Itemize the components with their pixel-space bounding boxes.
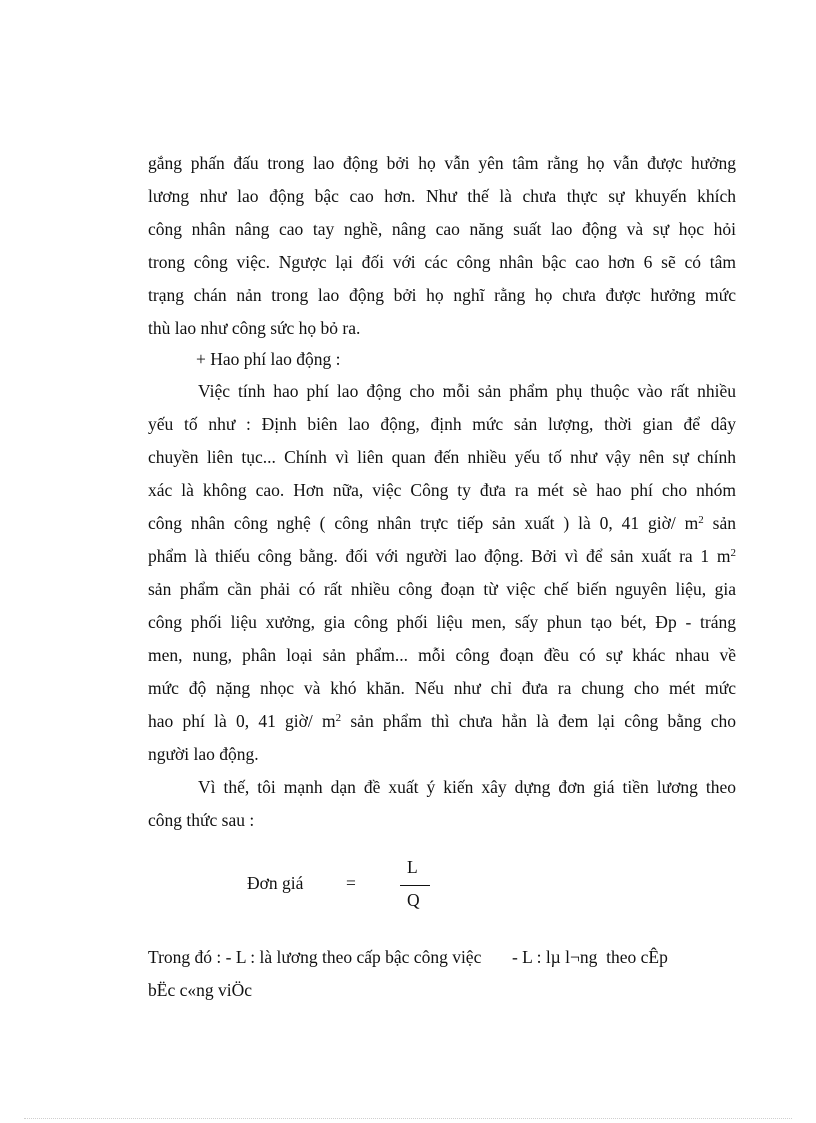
paragraph-line bbox=[148, 545, 736, 567]
paragraph-line: yếu tố như : Định biên lao động, định mức sản lượng, thời gian để dây bbox=[148, 414, 736, 434]
superscript: 2 bbox=[730, 547, 736, 559]
paragraph-line: xác là không cao. Hơn nữa, việc Công ty đưa ra mét sè hao phí cho nhóm bbox=[148, 480, 736, 500]
paragraph-line: Việc tính hao phí lao động cho mỗi sản phẩm phụ thuộc vào rất nhiều bbox=[198, 381, 736, 401]
line-text: công nhân công nghệ ( công nhân trực tiếp sản xuất ) là 0, 41 giờ/ m bbox=[148, 513, 699, 533]
paragraph-line: công nhân nâng cao tay nghề, nâng cao năng suất lao động và sự học hỏi bbox=[148, 219, 736, 239]
legend-line: bËc c«ng viÖc bbox=[148, 980, 252, 1000]
paragraph-line: sản phẩm cần phải có rất nhiều công đoạn từ việc chế biến nguyên liệu, gia bbox=[148, 579, 736, 599]
paragraph-line: lương như lao động bậc cao hơn. Như thế là chưa thực sự khuyến khích bbox=[148, 186, 736, 206]
line-text: sản bbox=[703, 513, 737, 533]
formula-denominator: Q bbox=[407, 890, 420, 910]
paragraph-line: trong công việc. Ngược lại đối với các công nhân bậc cao hơn 6 sẽ có tâm bbox=[148, 252, 736, 272]
paragraph-line: công phối liệu xưởng, gia công phối liệu men, sấy phun tạo bét, Đp - tráng bbox=[148, 612, 736, 632]
line-text: phẩm là thiếu công bằng. đối với người lao động. Bởi vì để sản xuất ra 1 m bbox=[148, 546, 731, 566]
formula-label: Đơn giá bbox=[247, 873, 304, 893]
paragraph-line: mức độ nặng nhọc và khó khăn. Nếu như chỉ đưa ra chung cho mét mức bbox=[148, 678, 736, 698]
formula-equals: = bbox=[346, 873, 356, 893]
legend-line: Trong đó : - L : là lương theo cấp bậc công việc - L : lµ l¬ng theo cÊp bbox=[148, 947, 668, 967]
paragraph-line: công thức sau : bbox=[148, 810, 255, 830]
line-text: hao phí là 0, 41 giờ/ m bbox=[148, 711, 336, 731]
superscript: 2 bbox=[335, 712, 342, 724]
paragraph-line: men, nung, phân loại sản phẩm... mỗi công đoạn đều có sự khác nhau về bbox=[148, 645, 736, 665]
page-bottom-rule bbox=[24, 1118, 792, 1119]
paragraph-line bbox=[148, 710, 736, 732]
paragraph-line: Vì thế, tôi mạnh dạn đề xuất ý kiến xây dựng đơn giá tiền lương theo bbox=[198, 777, 736, 797]
paragraph-line: thù lao như công sức họ bỏ ra. bbox=[148, 318, 361, 338]
paragraph-line: trạng chán nản trong lao động bởi họ nghĩ rằng họ chưa được hưởng mức bbox=[148, 285, 736, 305]
paragraph-line bbox=[148, 512, 736, 534]
section-heading: + Hao phí lao động : bbox=[196, 349, 341, 369]
paragraph-line: người lao động. bbox=[148, 744, 259, 764]
superscript: 2 bbox=[698, 514, 704, 526]
formula-numerator: L bbox=[407, 857, 418, 877]
paragraph-line: chuyền liên tục... Chính vì liên quan đến nhiều yếu tố như vậy nên sự chính bbox=[148, 447, 736, 467]
paragraph-line: gắng phấn đấu trong lao động bởi họ vẫn yên tâm rằng họ vẫn được hưởng bbox=[148, 153, 736, 173]
line-text: sản phẩm thì chưa hẳn là đem lại công bằng cho bbox=[341, 711, 736, 731]
fraction-bar bbox=[400, 885, 430, 886]
